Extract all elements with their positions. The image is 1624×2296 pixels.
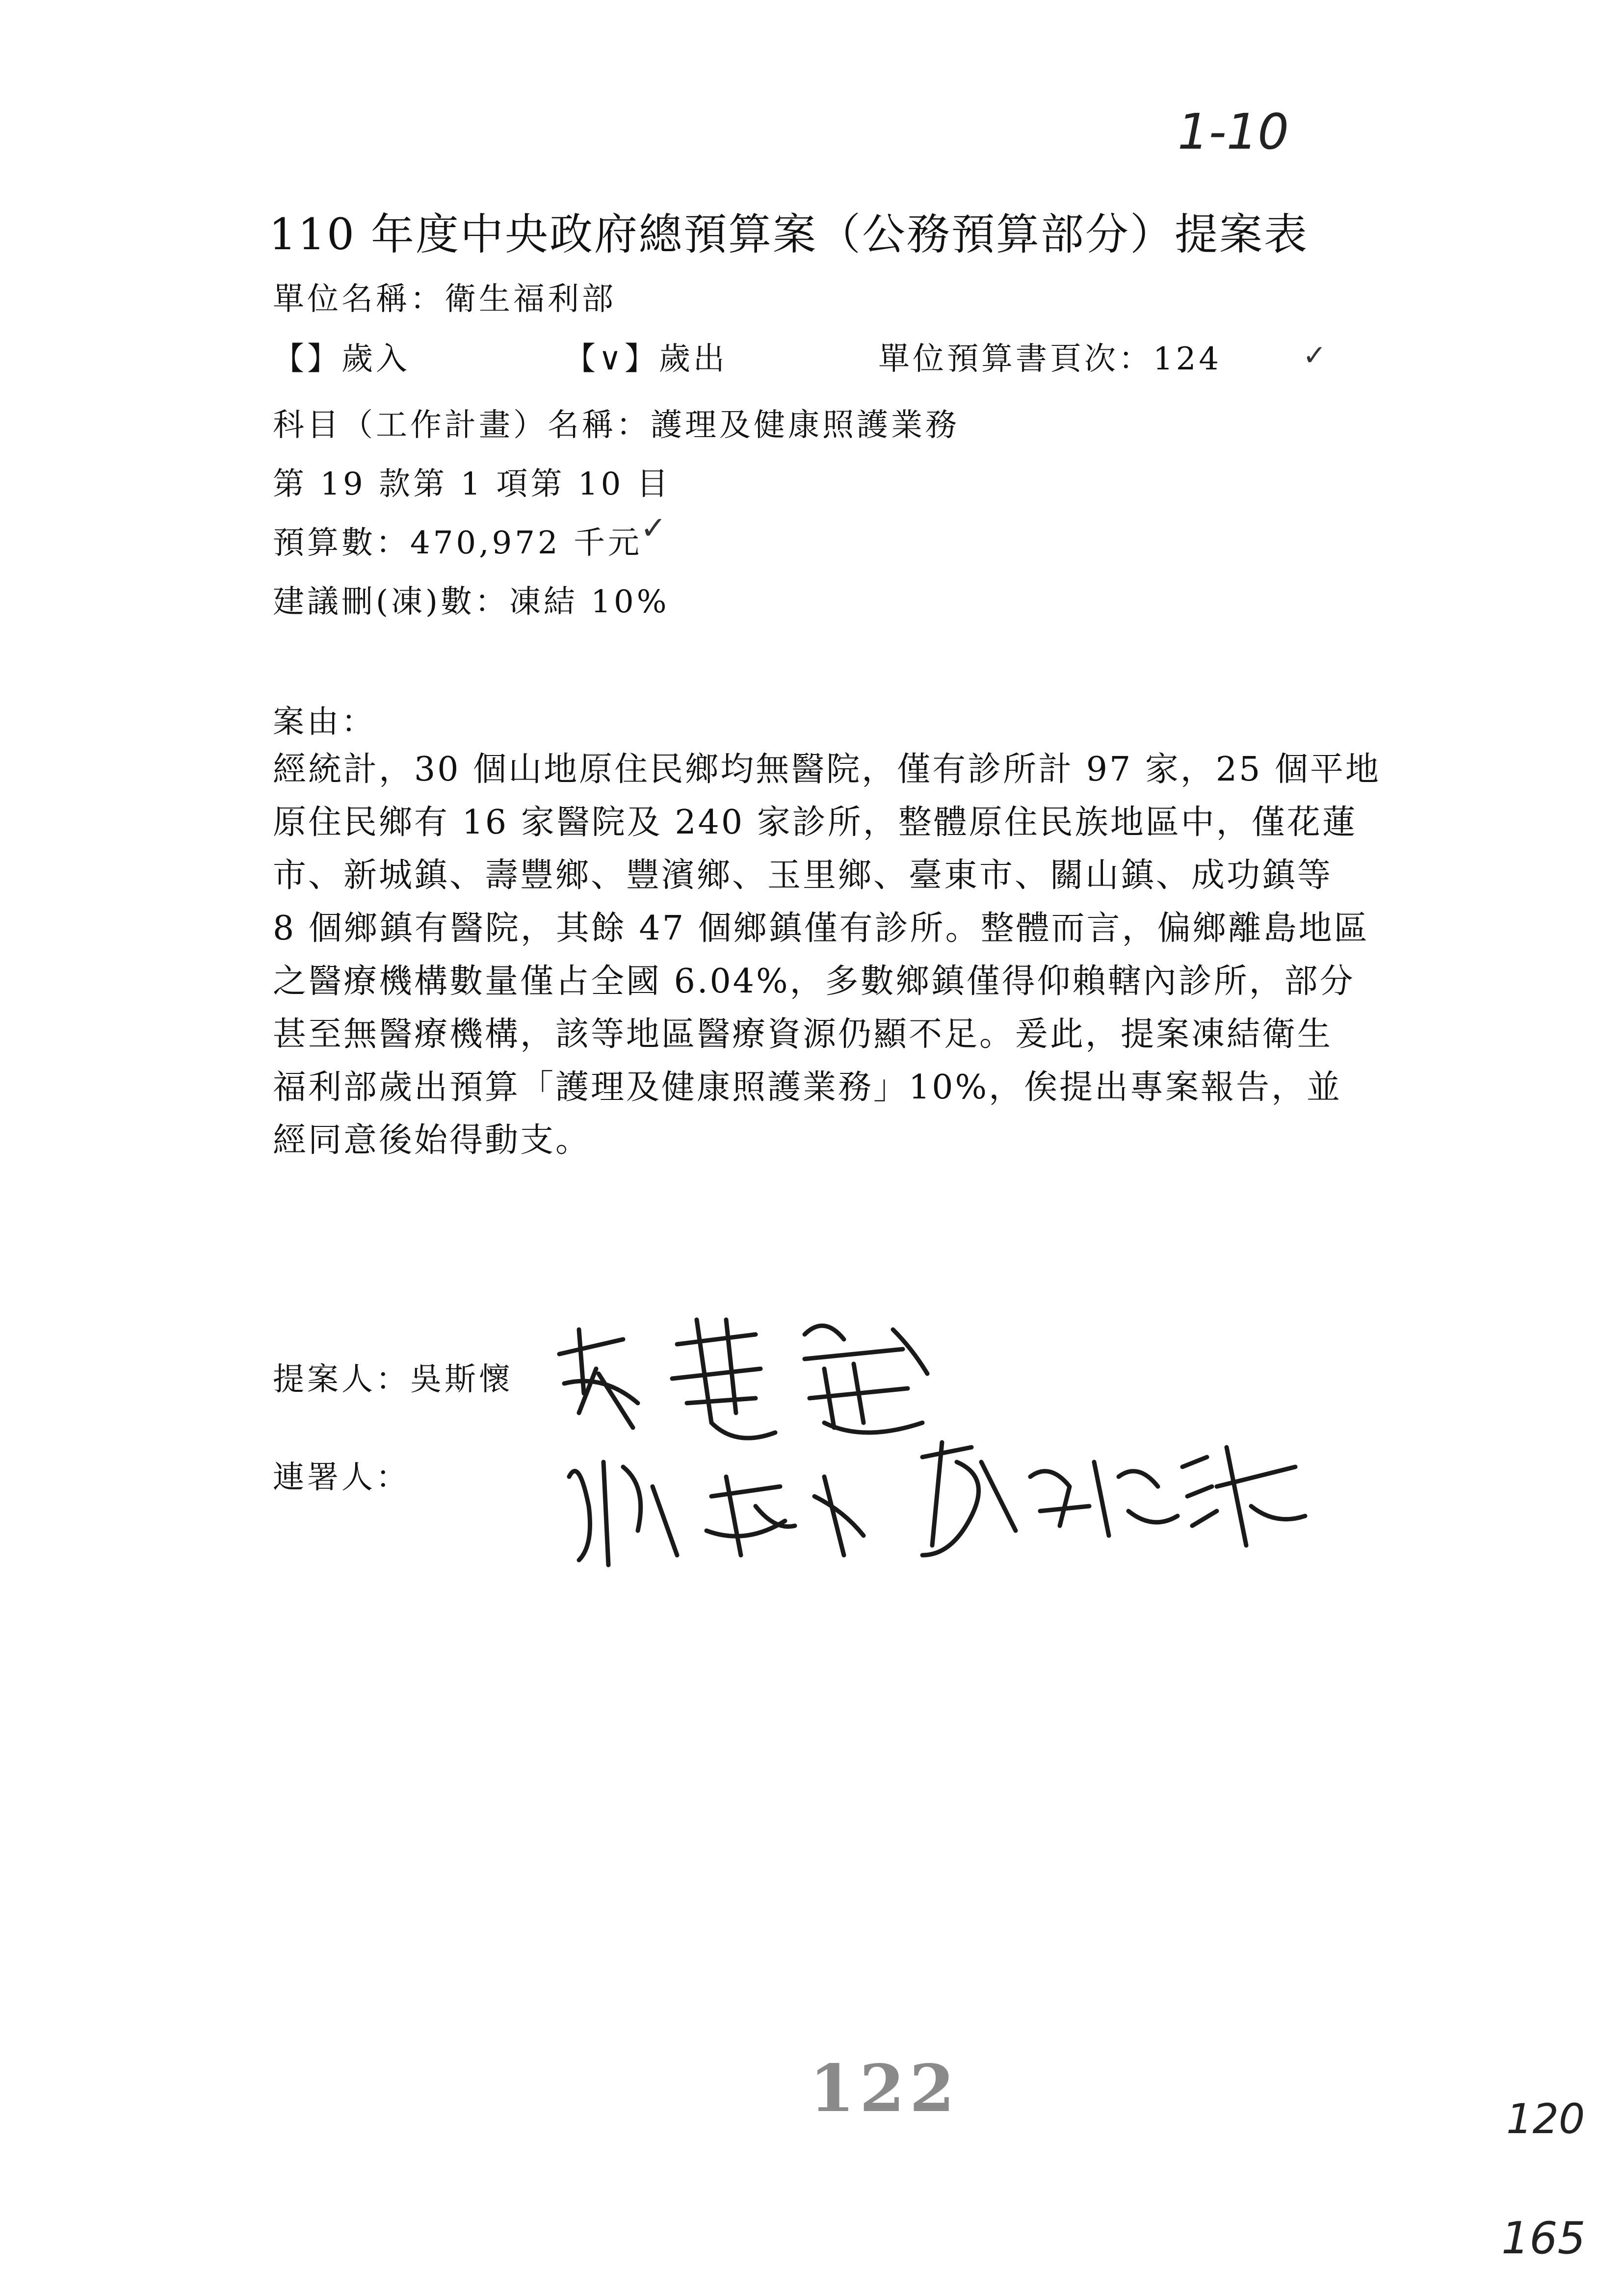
item-number: 第 19 款第 1 項第 10 目 <box>273 466 671 502</box>
check-mark-icon: ✓ <box>640 510 667 547</box>
budget-amount: 預算數：470,972 千元 <box>273 525 642 561</box>
proposal-amount: 建議刪(凍)數：凍結 10% <box>273 584 670 620</box>
handwritten-annotation-bottom-2: 165 <box>1501 2213 1586 2264</box>
handwritten-annotation-top: 1-10 <box>1178 103 1289 160</box>
proposer-label: 提案人：吳斯懷 <box>273 1361 513 1398</box>
page-number: 122 <box>810 2051 960 2127</box>
handwritten-annotation-bottom-1: 120 <box>1506 2095 1585 2143</box>
subject-name: 科目（工作計畫）名稱：護理及健康照護業務 <box>273 407 960 444</box>
reason-label: 案由： <box>273 704 376 740</box>
expenditure-checkbox: 【∨】歲出 <box>564 341 728 377</box>
reason-text: 經統計，30 個山地原住民鄉均無醫院，僅有診所計 97 家，25 個平地 原住民鄉有 16 家醫院及 240 家診所，整體原住民族地區中，僅花蓮 市、新城鎮、壽豐鄉、豐濱鄉、玉里鄉、臺東市、關山鎮、成功鎮等 8 個鄉鎮有醫院，其餘 47 個鄉鎮僅有診所。整體而言，偏鄉離島地區 之醫療機構數量僅占全國 6.04%，多數鄉鎮僅得仰賴轄內診所，部分 甚至無醫療機構，該等地區醫療資源仍顯不足。爰此，提案凍結衛生 福利部歲出預算「護理及健康照護業務」10%，俟提出專案報告，並 經同意後始得動支。 <box>273 750 1381 1160</box>
page-title: 110 年度中央政府總預算案（公務預算部分）提案表 <box>269 209 1309 260</box>
revenue-checkbox: 【】歲入 <box>273 341 410 377</box>
signatures <box>550 1300 1315 1575</box>
budget-page-ref: 單位預算書頁次：124 <box>878 341 1222 377</box>
unit-name: 單位名稱：衛生福利部 <box>273 281 616 317</box>
cosigner-label: 連署人： <box>273 1460 410 1496</box>
check-mark-icon: ✓ <box>1303 339 1327 372</box>
